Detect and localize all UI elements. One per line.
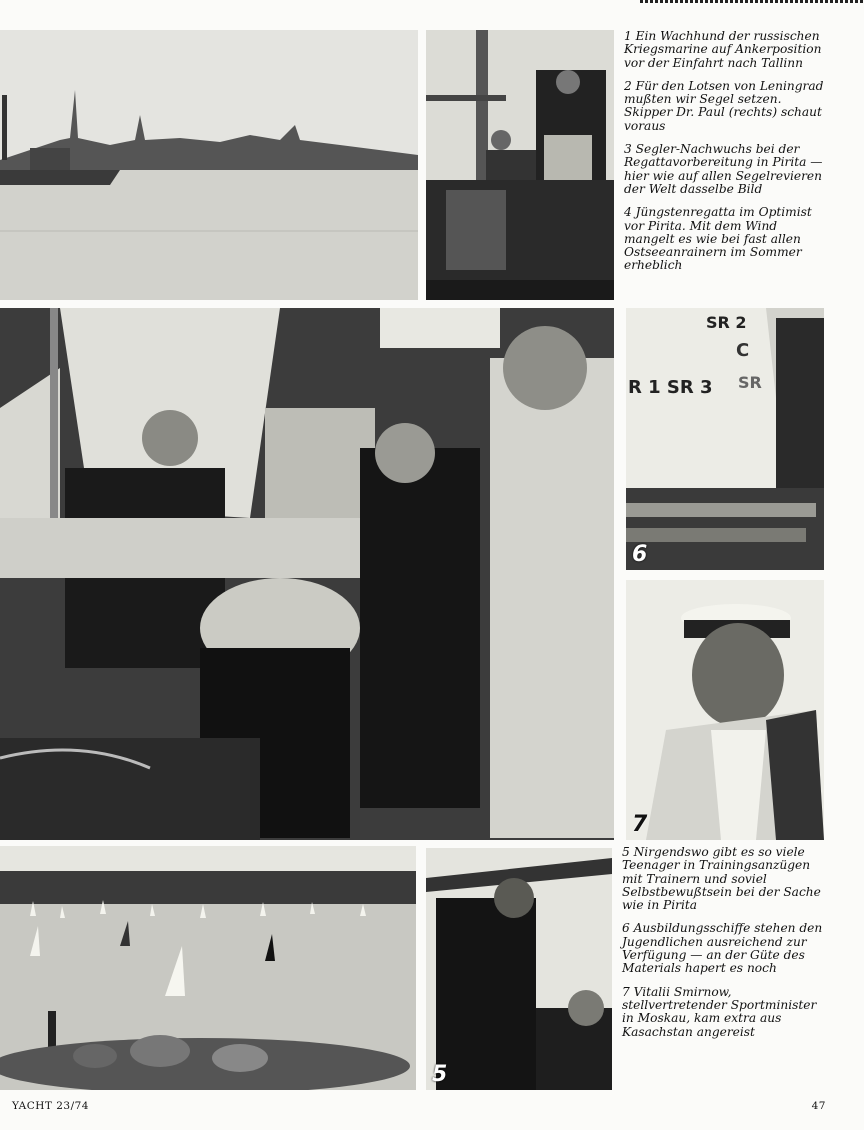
photo-training-boats: [626, 308, 824, 570]
caption-7: 7 Vitalii Smirnow, stellvertretender Sportminister in Moskau, kam extra aus Kasachstan angereist: [622, 984, 817, 1039]
sail-mark-b: C: [736, 340, 750, 361]
captions-bottom: [622, 846, 827, 1049]
deck-graphic: [426, 30, 614, 300]
trainer-graphic: [426, 848, 612, 1090]
caption-3: 3 Segler-Nachwuchs bei der Regattavorbereitung in Pirita — hier wie auf allen Segelrevieren der Welt dasselbe Bild: [624, 142, 823, 196]
photo-skipper-deck: [426, 30, 614, 300]
sail-mark-a: SR 2: [706, 313, 747, 332]
photo-tallinn-skyline: [0, 30, 418, 300]
photo-smirnow-portrait: [626, 580, 824, 840]
photo-optimist-regatta: [0, 846, 416, 1090]
photo-number-5: 5: [432, 1062, 448, 1087]
portrait-graphic: [626, 580, 824, 840]
photo-trainer-teenager: [426, 848, 612, 1090]
preparation-graphic: [0, 308, 614, 840]
skyline-graphic: [0, 30, 418, 300]
caption-6: 6 Ausbildungsschiffe stehen den Jugendlichen ausreichend zur Verfügung — an der Güte des Materials hapert es noch: [622, 921, 823, 976]
photo-number-7: 7: [632, 812, 648, 837]
photo-number-6: 6: [632, 542, 648, 567]
captions-top: [624, 30, 829, 283]
boats-graphic: [626, 308, 824, 570]
caption-4: 4 Jüngstenregatta im Optimist vor Pirita. Mit dem Wind mangelt es wie bei fast allen Ostseeanrainern im Sommer erheblich: [624, 205, 812, 273]
caption-2: 2 Für den Lotsen von Leningrad mußten wir Segel setzen. Skipper Dr. Paul (rechts) schaut voraus: [624, 78, 824, 133]
photo-regatta-preparation: [0, 308, 614, 840]
sail-mark-c: R 1 SR 3: [628, 377, 713, 398]
footer-magazine: YACHT 23/74: [12, 1100, 89, 1112]
footer-page-number: 47: [811, 1100, 826, 1112]
caption-5: 5 Nirgendswo gibt es so viele Teenager in Trainingsanzügen mit Trainern und soviel Selbstbewußtsein bei der Sache wie in Pirita: [622, 845, 821, 913]
sail-mark-d: SR: [738, 373, 762, 392]
caption-1: 1 Ein Wachhund der russischen Kriegsmarine auf Ankerposition vor der Einfahrt nach Tallinn: [624, 29, 822, 70]
regatta-graphic: [0, 846, 416, 1090]
top-rule: [640, 0, 864, 3]
